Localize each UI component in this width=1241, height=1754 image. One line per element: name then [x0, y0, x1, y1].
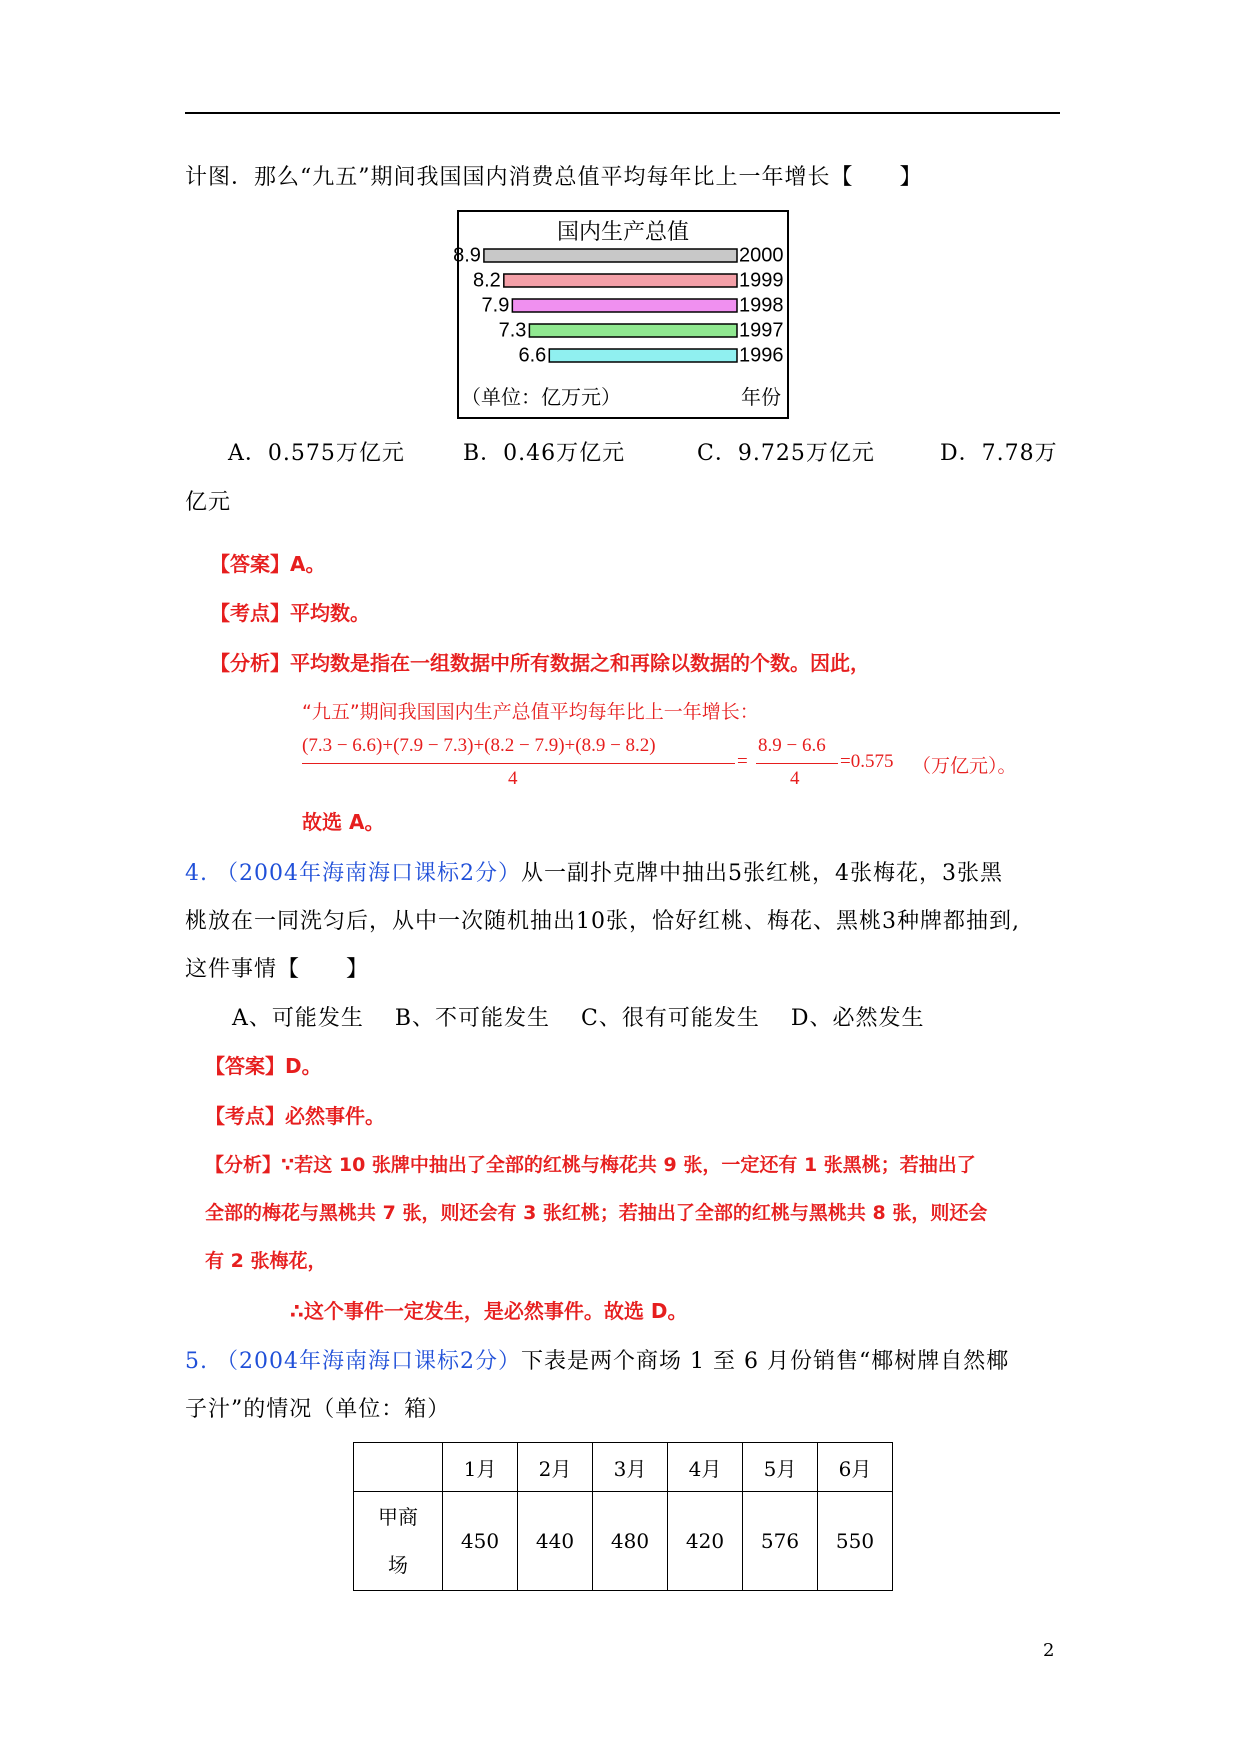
formula-numerator: (7.3 − 6.6)+(7.9 − 7.3)+(8.2 − 7.9)+(8.9 − 8.2) [302, 735, 656, 756]
q4-conclusion: ∴这个事件一定发生，是必然事件。故选 D。 [290, 1299, 688, 1323]
q5-stem-line1: 5. （2004年海南海口课标2分）下表是两个商场 1 至 6 月份销售“椰树牌自然椰 [185, 1349, 1010, 1374]
table-header-cell: 5月 [743, 1443, 818, 1492]
chart-value-label: 7.9 [481, 294, 510, 317]
table-cell: 450 [443, 1492, 518, 1591]
q4-point: 【考点】必然事件。 [205, 1104, 385, 1128]
formula-denominator: 4 [508, 768, 518, 789]
q3-option-a: A．0.575万亿元 [228, 441, 405, 466]
chart-unit-label: （单位：亿万元） [461, 387, 621, 409]
table-header-cell: 2月 [518, 1443, 593, 1492]
formula-equals: = [737, 751, 748, 772]
table-header-cell: 6月 [818, 1443, 893, 1492]
chart-value-label: 7.3 [498, 319, 527, 342]
q4-stem-line3: 这件事情【 】 [185, 957, 370, 982]
table-row-label: 甲商 场 [354, 1492, 443, 1591]
chart-category-label: 1999 [739, 269, 784, 292]
q4-stem-line1: 4. （2004年海南海口课标2分）从一副扑克牌中抽出5张红桃，4张梅花，3张黑 [185, 861, 1003, 886]
q4-options: A、可能发生 B、不可能发生 C、很有可能发生 D、必然发生 [232, 1006, 925, 1031]
q4-analysis-line3: 有 2 张梅花， [205, 1250, 327, 1272]
chart-category-label: 1998 [739, 294, 784, 317]
chart-title: 国内生产总值 [556, 219, 690, 244]
chart-category-label: 1997 [739, 319, 784, 342]
formula-numerator-2: 8.9 − 6.6 [758, 735, 826, 756]
sales-table [353, 1442, 893, 1591]
table-cell: 440 [518, 1492, 593, 1591]
chart-bar [484, 249, 737, 262]
table-header-cell: 4月 [668, 1443, 743, 1492]
q4-analysis-line1: 【分析】∵若这 10 张牌中抽出了全部的红桃与梅花共 9 张，一定还有 1 张黑桃；若抽出了 [205, 1154, 976, 1176]
gdp-bar-chart [453, 210, 789, 419]
chart-svg [453, 212, 787, 417]
intro-line: 计图．那么“九五”期间我国国内消费总值平均每年比上一年增长【 】 [185, 165, 923, 190]
formula-result: =0.575 [840, 751, 894, 772]
formula-denominator-2: 4 [790, 768, 800, 789]
table-cell: 480 [593, 1492, 668, 1591]
q3-answer: 【答案】A。 [210, 552, 326, 576]
chart-value-label: 6.6 [518, 344, 547, 367]
header-rule [185, 112, 1060, 114]
q4-stem-line2: 桃放在一同洗匀后，从中一次随机抽出10张，恰好红桃、梅花、黑桃3种牌都抽到, [185, 909, 1020, 934]
chart-category-label: 2000 [739, 244, 784, 267]
formula-unit: （万亿元）。 [912, 755, 1017, 777]
chart-bar [504, 274, 737, 287]
table-row [354, 1492, 893, 1591]
table-header-cell [354, 1443, 443, 1492]
q3-option-d: D．7.78万 [940, 441, 1058, 466]
chart-category-axis-label: 年份 [741, 387, 781, 409]
chart-bar [512, 299, 737, 312]
q5-stem-line2: 子汁”的情况（单位：箱） [185, 1397, 451, 1422]
q3-option-b: B．0.46万亿元 [463, 441, 626, 466]
chart-bar [529, 324, 737, 337]
page-number: 2 [1043, 1640, 1055, 1661]
q3-analysis-line2: “九五”期间我国国内生产总值平均每年比上一年增长： [302, 701, 759, 723]
q3-analysis: 【分析】平均数是指在一组数据中所有数据之和再除以数据的个数。因此， [210, 651, 870, 675]
formula-bar-2 [756, 763, 838, 764]
table-header-cell: 1月 [443, 1443, 518, 1492]
chart-value-label: 8.2 [473, 269, 501, 292]
q3-option-c: C．9.725万亿元 [697, 441, 875, 466]
q4-analysis-line2: 全部的梅花与黑桃共 7 张，则还会有 3 张红桃；若抽出了全部的红桃与黑桃共 8 张，则还会 [205, 1202, 988, 1224]
q4-answer: 【答案】D。 [205, 1054, 322, 1078]
chart-bar [549, 349, 737, 362]
table-header-row [354, 1443, 893, 1492]
q3-point: 【考点】平均数。 [210, 601, 370, 625]
q3-option-wrap: 亿元 [185, 490, 232, 515]
chart-value-label: 8.9 [453, 244, 481, 267]
table-cell: 420 [668, 1492, 743, 1591]
table-cell: 550 [818, 1492, 893, 1591]
table-cell: 576 [743, 1492, 818, 1591]
chart-category-label: 1996 [739, 344, 784, 367]
formula-bar [302, 763, 735, 764]
table-header-cell: 3月 [593, 1443, 668, 1492]
q3-conclusion: 故选 A。 [302, 810, 385, 834]
